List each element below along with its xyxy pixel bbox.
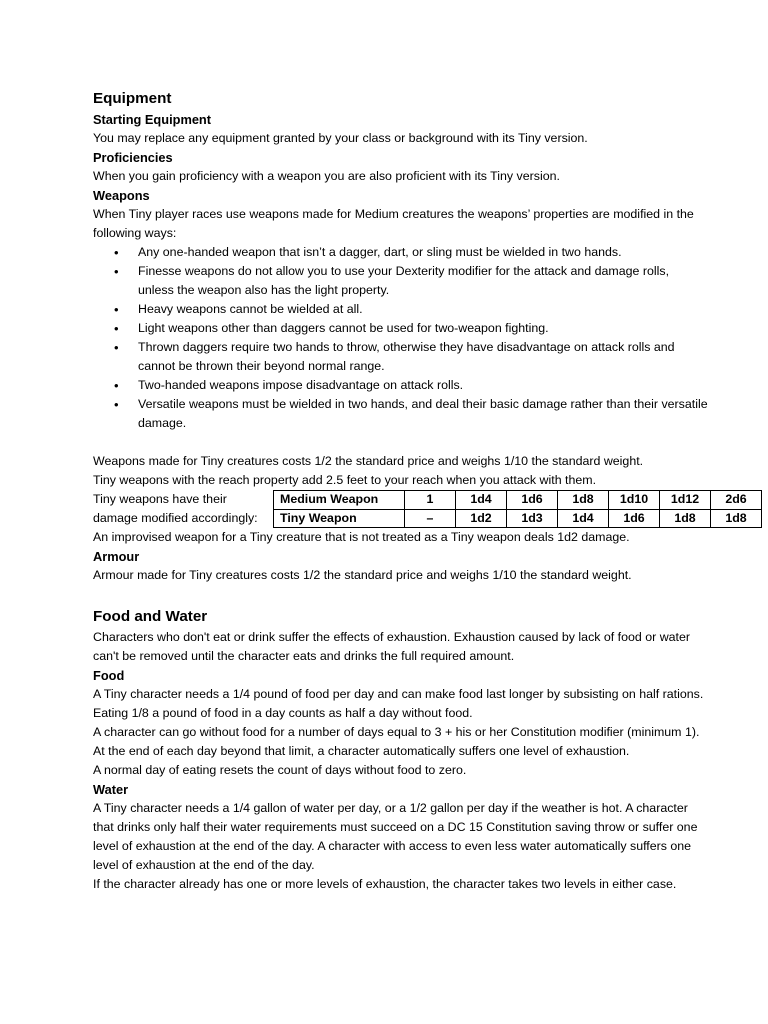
starting-equipment-heading: Starting Equipment bbox=[93, 112, 212, 127]
list-item: • Thrown daggers require two hands to throw, otherwise they have disadvantage on attack rolls and cannot be thrown their beyond normal range. bbox=[93, 338, 708, 376]
table-cell: 1d3 bbox=[507, 509, 558, 528]
food-paragraph: A Tiny character needs a 1/4 pound of food per day and can make food last longer by subsisting on half rations. Eating 1/8 a pound of food in a day counts as half a day without food. bbox=[93, 687, 704, 720]
table-cell: 1d6 bbox=[609, 509, 660, 528]
table-cell: 1d6 bbox=[507, 491, 558, 510]
weapon-rules-list bbox=[93, 243, 708, 433]
spacer bbox=[93, 433, 708, 452]
table-cell: 1d2 bbox=[456, 509, 507, 528]
armour-heading: Armour bbox=[93, 549, 140, 564]
food-paragraph: A normal day of eating resets the count of days without food to zero. bbox=[93, 763, 467, 777]
damage-table-caption bbox=[93, 490, 273, 528]
starting-equipment-text: You may replace any equipment granted by your class or background with its Tiny version. bbox=[93, 131, 588, 145]
damage-table bbox=[273, 490, 762, 528]
table-cell: 1d10 bbox=[609, 491, 660, 510]
table-row bbox=[274, 509, 762, 528]
table-cell: 1 bbox=[405, 491, 456, 510]
weapons-heading: Weapons bbox=[93, 188, 150, 203]
caption-line: Tiny weapons have their bbox=[93, 492, 227, 506]
list-item: • Any one-handed weapon that isn’t a dagger, dart, or sling must be wielded in two hands. bbox=[93, 243, 708, 262]
table-cell: 1d8 bbox=[711, 509, 762, 528]
table-cell: 1d8 bbox=[660, 509, 711, 528]
table-cell: 1d8 bbox=[558, 491, 609, 510]
weapon-reach-text: Tiny weapons with the reach property add 2.5 feet to your reach when you attack with them. bbox=[93, 473, 597, 487]
armour-text: Armour made for Tiny creatures costs 1/2 the standard price and weighs 1/10 the standard weight. bbox=[93, 568, 632, 582]
table-cell: 1d12 bbox=[660, 491, 711, 510]
improvised-weapon-text: An improvised weapon for a Tiny creature that is not treated as a Tiny weapon deals 1d2 damage. bbox=[93, 530, 630, 544]
proficiencies-text: When you gain proficiency with a weapon you are also proficient with its Tiny version. bbox=[93, 169, 560, 183]
weapon-cost-text: Weapons made for Tiny creatures costs 1/2 the standard price and weighs 1/10 the standard weight. bbox=[93, 454, 644, 468]
food-water-intro: Characters who don't eat or drink suffer the effects of exhaustion. Exhaustion caused by lack of food or water can't be removed until the character eats and drinks the full required amount. bbox=[93, 630, 690, 663]
proficiencies-heading: Proficiencies bbox=[93, 150, 173, 165]
damage-table-section bbox=[93, 490, 747, 528]
table-cell: – bbox=[405, 509, 456, 528]
caption-line: damage modified accordingly: bbox=[93, 511, 258, 525]
table-cell: Tiny Weapon bbox=[274, 509, 405, 528]
table-cell: Medium Weapon bbox=[274, 491, 405, 510]
water-paragraph: If the character already has one or more levels of exhaustion, the character takes two levels in either case. bbox=[93, 877, 677, 891]
table-cell: 2d6 bbox=[711, 491, 762, 510]
table-cell: 1d4 bbox=[558, 509, 609, 528]
table-row bbox=[274, 491, 762, 510]
weapons-intro: When Tiny player races use weapons made for Medium creatures the weapons’ properties are modified in the following ways: bbox=[93, 207, 694, 240]
list-item: • Light weapons other than daggers cannot be used for two-weapon fighting. bbox=[93, 319, 708, 338]
food-paragraph: A character can go without food for a number of days equal to 3 + his or her Constitution modifier (minimum 1). At the end of each day beyond that limit, a character automatically suffers one level of exhaustion. bbox=[93, 725, 700, 758]
equipment-heading: Equipment bbox=[93, 90, 172, 107]
list-item: • Versatile weapons must be wielded in two hands, and deal their basic damage rather than their versatile damage. bbox=[93, 395, 708, 433]
list-item: • Finesse weapons do not allow you to use your Dexterity modifier for the attack and damage rolls, unless the weapon also has the light property. bbox=[93, 262, 708, 300]
list-item: • Two-handed weapons impose disadvantage on attack rolls. bbox=[93, 376, 708, 395]
table-cell: 1d4 bbox=[456, 491, 507, 510]
food-heading: Food bbox=[93, 668, 125, 683]
food-and-water-heading: Food and Water bbox=[93, 608, 208, 625]
water-paragraph: A Tiny character needs a 1/4 gallon of water per day, or a 1/2 gallon per day if the weather is hot. A character that drinks only half their water requirements must succeed on a DC 15 Constitution saving throw or suffer one level of exhaustion at the end of the day. A character with access to even less water automatically suffers one level of exhaustion at the end of the day. bbox=[93, 801, 698, 872]
list-item: • Heavy weapons cannot be wielded at all. bbox=[93, 300, 708, 319]
water-heading: Water bbox=[93, 782, 129, 797]
